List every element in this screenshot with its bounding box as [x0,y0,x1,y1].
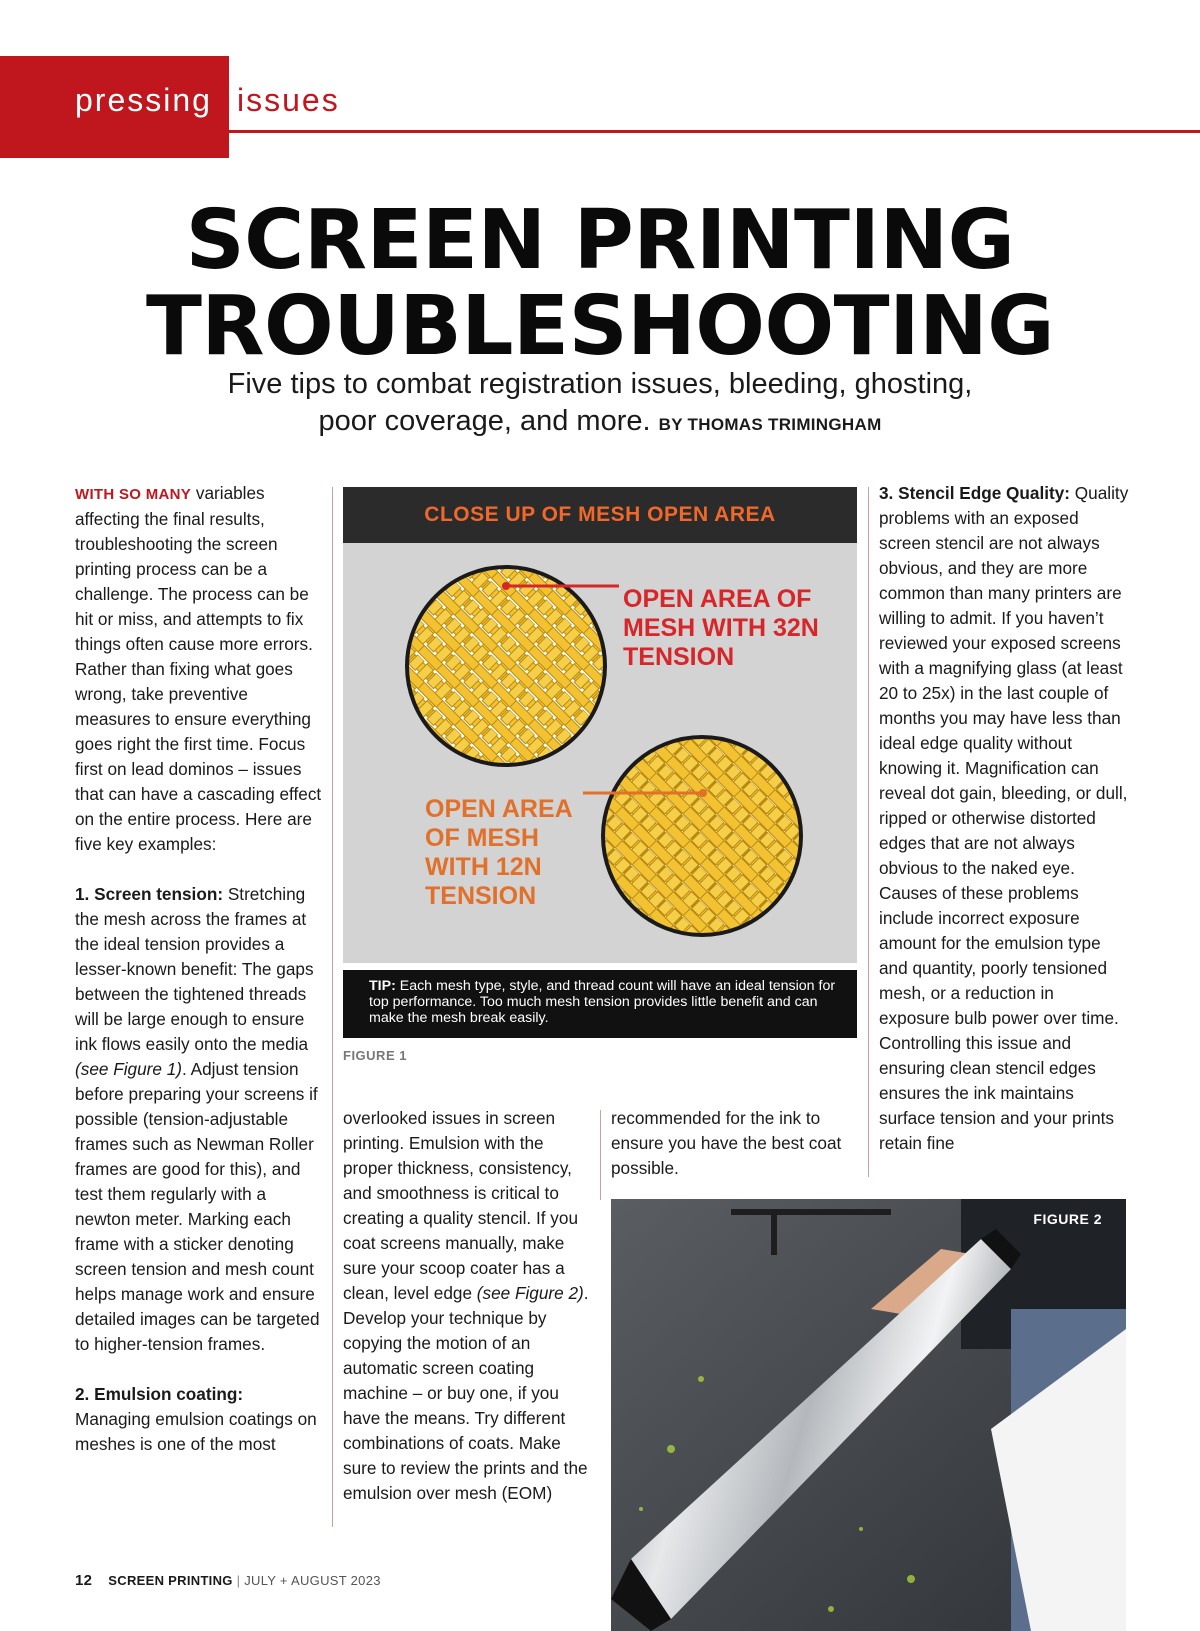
column-3-lower [611,1106,861,1206]
byline: BY THOMAS TRIMINGHAM [658,415,882,434]
page-footer [75,1572,381,1589]
mesh-32n-circle [407,567,605,765]
figure-1-caption: FIGURE 1 [343,1048,407,1063]
figure-2-reference: (see Figure 2) [476,1283,584,1303]
article-title [0,193,1200,374]
article-deck [0,366,1200,443]
deck-line-1: Five tips to combat registration issues, bleeding, ghosting, [227,368,973,400]
column-rule-1 [332,487,333,1527]
issue-date: JULY + AUGUST 2023 [244,1573,381,1588]
section-rule [0,130,1200,133]
column-rule-3 [868,487,869,1177]
label-12n-tension: OPEN AREA OF MESH WITH 12N TENSION [425,795,572,910]
page-number: 12 [75,1572,93,1589]
title-line-1: SCREEN PRINTING [185,193,1015,288]
section-label-issues: issues [237,82,340,118]
tip-1-text-a: Stretching the mesh across the frames at the ideal tension provides a lesser-known benefit: The gaps between the tightened threads will be large enough to ensure ink flows easily onto the media [75,884,314,1054]
tip-3-paragraph [879,481,1129,1156]
title-line-2: TROUBLESHOOTING [145,279,1055,374]
emulsion-text-a: overlooked issues in screen printing. Emulsion with the proper thickness, consistency, and smoothness is critical to creating a quality stencil. If you coat screens manually, make sure your scoop coater has a clean, level edge [343,1108,579,1303]
magazine-name: SCREEN PRINTING [108,1573,233,1588]
label-32n-tension: OPEN AREA OF MESH WITH 32N TENSION [623,585,819,671]
column-1 [75,481,323,1482]
emulsion-text-b: . Develop your technique by copying the motion of an automatic screen coating machine – or buy one, if you have the means. Try different combinations of coats. Make sure to review the prints and the emulsion over mesh (EOM) [343,1283,589,1503]
figure-2-photo [611,1199,1126,1631]
figure-2-caption: FIGURE 2 [1033,1211,1102,1227]
figure-1-graphic [343,487,857,963]
emulsion-continued: recommended for the ink to ensure you have the best coat possible. [611,1108,842,1178]
tip-1-text-b: . Adjust tension before preparing your screens if possible (tension-adjustable frames such as Newman Roller frames are good for this), and test them regularly with a newton meter. Marking each frame with a sticker denoting screen tension and mesh count helps manage work and ensure detailed images can be targeted to higher-tension frames. [75,1059,320,1354]
column-2-lower [343,1106,593,1531]
section-label-pressing: pressing [75,82,212,118]
intro-text: variables affecting the final results, troubleshooting the screen printing process can be a challenge. The process can be hit or miss, and attempts to fix things often cause more errors. Rather than fixing what goes wrong, take preventive measures to ensure everything goes right the first time. Focus first on lead dominos – issues that can have a cascading effect on the entire process. Here are five key examples: [75,483,322,854]
lead-in: WITH SO MANY [75,486,192,503]
tip-label: TIP: [369,978,396,994]
figure-1-heading: CLOSE UP OF MESH OPEN AREA [343,487,857,543]
tip-1-paragraph [75,882,323,1357]
tip-3-text: Quality problems with an exposed screen stencil are not always obvious, and they are more common than many printers are willing to admit. If you haven’t reviewed your exposed screens with a magnifying glass (at least 20 to 25x) in the last couple of months you may have less than ideal edge quality without knowing it. Magnification can reveal dot gain, bleeding, or dull, ripped or otherwise distorted edges that are not always obvious to the naked eye. Causes of these problems include incorrect exposure amount for the emulsion type and quantity, poorly tensioned mesh, or a reduction in exposure bulb power over time. Controlling this issue and ensuring clean stencil edges ensures the ink maintains surface tension and your prints retain fine [879,483,1129,1153]
tip-2-heading: 2. Emulsion coating: [75,1384,244,1404]
footer-separator: | [232,1573,245,1588]
emulsion-paragraph [343,1106,593,1506]
figure-1-reference: (see Figure 1) [75,1059,182,1079]
column-rule-2 [600,1110,601,1200]
intro-paragraph [75,481,323,857]
deck-line-2-text: poor coverage, and more. [318,405,651,437]
tip-text: Each mesh type, style, and thread count will have an ideal tension for top performance. Too much mesh tension provides little benefit and can make the mesh break easily. [369,978,836,1026]
tip-2-text: Managing emulsion coatings on meshes is one of the most [75,1409,317,1454]
deck-line-2 [0,403,1200,443]
figure-1-tip [343,970,857,1038]
tip-1-heading: 1. Screen tension: [75,884,224,904]
mesh-12n-circle [603,737,801,935]
scoop-coater-photo [611,1199,1126,1631]
tip-3-heading: 3. Stencil Edge Quality: [879,483,1071,503]
column-4 [879,481,1129,1181]
tip-2-paragraph [75,1382,323,1457]
